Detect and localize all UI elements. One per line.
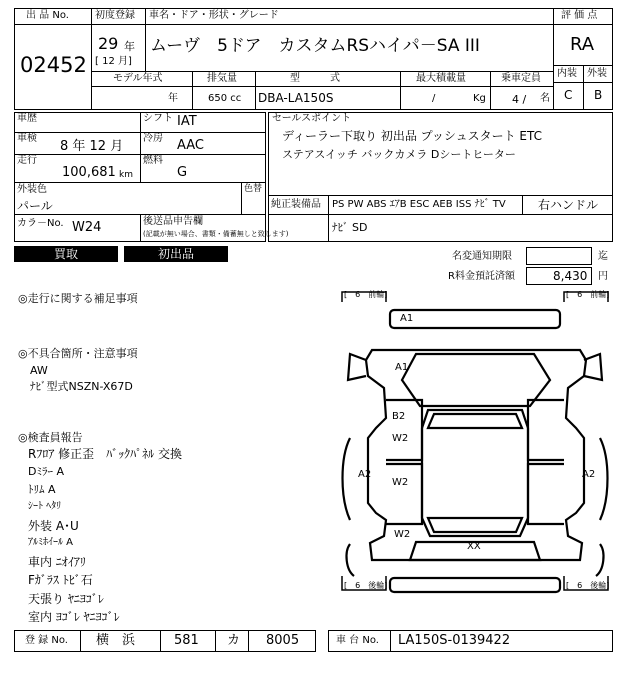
mark-rear: XX <box>467 541 481 552</box>
score-label: 評 価 点 <box>561 10 598 21</box>
registration-class: 581 <box>174 633 199 648</box>
mark-fender-left: A2 <box>358 469 372 480</box>
door-fl <box>386 400 422 460</box>
aftermarket-label: 後送品申告欄 <box>143 216 203 227</box>
reg-v2 <box>160 630 161 652</box>
vehicle-label: 車名・ドア・形状・グレード <box>149 10 279 21</box>
equip-v2 <box>522 195 523 214</box>
specs-v3 <box>400 71 401 110</box>
shift-value: IAT <box>177 114 197 129</box>
registration-label: 登 録 No. <box>25 635 68 646</box>
exterior-label: 外装 <box>587 68 607 79</box>
shift-label: シフト <box>143 113 173 124</box>
name-change-unit: 迄 <box>598 251 608 262</box>
inspector-line-8: Fｶﾞﾗｽ ﾄﾋﾞ石 <box>28 573 93 587</box>
specs-v4 <box>490 71 491 110</box>
mark-roof: B2 <box>392 411 406 422</box>
car-diagram-svg <box>336 288 614 628</box>
recycle-unit: 円 <box>598 271 608 282</box>
capacity-unit: 名 <box>540 93 550 104</box>
ac-value: AAC <box>177 138 204 153</box>
reg-year-label: 初度登録 <box>95 10 135 21</box>
sales-line-1: ディーラー下取り 初出品 プッシュスタート ETC <box>282 129 542 143</box>
tire-rl-label: [ 6 後輪] <box>344 581 388 590</box>
aftermarket-note: (記載が無い場合、書類・備蓄無しと致します) <box>143 230 289 238</box>
interior-label: 内装 <box>557 68 577 79</box>
chassis-value: LA150S-0139422 <box>398 633 511 648</box>
fuel-value: G <box>177 165 188 180</box>
front-bumper <box>390 310 560 328</box>
inspection-value: 8 年 12 月 <box>60 139 124 154</box>
reg-month: [ 12 月] <box>95 56 132 67</box>
lot-number: 02452 <box>20 53 87 77</box>
inspection-label: 車検 <box>17 133 37 144</box>
reg-v4 <box>248 630 249 652</box>
windshield <box>428 414 522 428</box>
car-diagram <box>336 288 614 628</box>
model-year-label: モデル年式 <box>113 73 163 84</box>
defect-line-1: AW <box>30 364 48 377</box>
tire-fr-label: [ 6 前輪] <box>566 290 610 299</box>
max-load-label: 最大積載量 <box>416 73 466 84</box>
equip-v1 <box>328 195 329 214</box>
aftermarket-value: ﾅﾋﾞ SD <box>332 221 368 234</box>
rear-wheel-right <box>596 544 603 576</box>
color-change-label: 色替 <box>244 184 263 194</box>
mileage-value: 100,681 <box>62 165 116 180</box>
hl-2 <box>14 154 266 155</box>
defect-title: ◎不具合箇所・注意事項 <box>18 347 138 360</box>
chassis-v <box>390 630 391 652</box>
reg-v1 <box>80 630 81 652</box>
inspector-line-1: Rﾌﾛｱ 修正歪 ﾊﾞｯｸﾊﾟﾈﾙ 交換 <box>28 447 182 461</box>
inspector-line-10: 室内 ﾖｺﾞﾚ ﾔﾆﾖｺﾞﾚ <box>28 610 120 624</box>
fuel-label: 燃料 <box>143 155 163 166</box>
mirror-left <box>348 354 366 380</box>
displacement-label: 排気量 <box>207 73 237 84</box>
max-load-value: / <box>432 93 436 104</box>
first-listing-bar: 初出品 <box>124 246 228 262</box>
inspector-line-9: 天張り ﾔﾆﾖｺﾞﾚ <box>28 592 104 606</box>
ac-label: 冷房 <box>143 133 163 144</box>
score-vsplit <box>583 65 584 110</box>
hood <box>402 354 550 406</box>
ext-color-value: パール <box>17 199 53 213</box>
tire-rr-label: [ 6 後輪] <box>566 581 610 590</box>
specs-v2 <box>255 71 256 110</box>
door-rl <box>386 464 422 524</box>
buy-bar: 買取 <box>14 246 118 262</box>
ext-color-label: 外装色 <box>17 184 47 195</box>
max-load-unit: Kg <box>473 93 486 104</box>
name-change-label: 名変通知期限 <box>452 251 512 262</box>
mileage-label: 走行 <box>17 155 37 166</box>
score-divider-3 <box>553 82 613 83</box>
sales-label: セールスポイント <box>272 113 352 124</box>
inspector-line-4: ｼｰﾄ ﾍﾀﾘ <box>28 501 62 512</box>
reg-year-value: 29 <box>98 34 119 53</box>
equip-v3 <box>328 214 329 242</box>
mark-door-fl: W2 <box>392 433 409 444</box>
mark-fender-right: A2 <box>582 469 596 480</box>
recycle-label: R料金預託済額 <box>448 271 515 282</box>
capacity-value: 4 / <box>512 93 527 106</box>
lot-label: 出 品 No. <box>26 10 69 21</box>
inspector-title: ◎検査員報告 <box>18 431 83 444</box>
color-no-value: W24 <box>72 220 102 235</box>
vehicle-name: ムーヴ 5ドア カスタムRSハイパ－SA III <box>150 36 480 56</box>
registration-area: 横 浜 <box>96 633 136 648</box>
score-value: RA <box>570 34 595 55</box>
inspector-line-6: ｱﾙﾐﾎｲｰﾙ A <box>28 537 74 548</box>
mark-door-rl: W2 <box>392 477 409 488</box>
mileage-unit: km <box>119 170 133 180</box>
specs-v1 <box>192 71 193 110</box>
displacement-value: 650 cc <box>208 93 242 104</box>
recycle-value: 8,430 <box>553 269 588 283</box>
door-fr <box>528 400 564 460</box>
reg-year-unit: 年 <box>124 40 135 53</box>
history-v <box>140 112 141 182</box>
capacity-label: 乗車定員 <box>501 73 541 84</box>
exterior-score: B <box>594 88 603 102</box>
mark-bumper-front: A1 <box>400 313 414 324</box>
mirror-right <box>584 354 602 380</box>
reg-v3 <box>215 630 216 652</box>
mark-hood-left: A1 <box>395 362 409 373</box>
specs-divider <box>91 86 554 87</box>
chassis-label: 車 台 No. <box>336 635 379 646</box>
inspector-line-2: Dﾐﾗｰ A <box>28 465 64 478</box>
type-label: 型 式 <box>290 73 340 84</box>
interior-score: C <box>564 88 573 102</box>
inspector-line-7: 車内 ﾆｵｲｱﾘ <box>28 555 86 569</box>
model-year-unit: 年 <box>168 93 178 104</box>
registration-number: 8005 <box>266 633 300 648</box>
type-value: DBA-LA150S <box>258 91 334 105</box>
inspector-line-3: ﾄﾘﾑ A <box>28 483 56 496</box>
hl-1 <box>14 132 266 133</box>
tire-fl-label: [ 6 前輪] <box>344 290 388 299</box>
mark-quarter-left: W2 <box>394 529 411 540</box>
inspector-line-5: 外装 A･U <box>28 519 79 533</box>
rear-bumper <box>390 578 560 592</box>
aftermarket-v <box>140 214 141 242</box>
history-label: 車歴 <box>17 113 37 124</box>
registration-kana: カ <box>227 633 241 648</box>
door-rr <box>528 464 564 524</box>
equipment-label: 純正装備品 <box>271 199 321 210</box>
hl-3 <box>14 182 266 183</box>
wheel-left <box>343 438 351 520</box>
score-divider <box>553 24 613 25</box>
sales-line-2: ステアスイッチ バックカメラ Dシートヒーター <box>282 148 516 161</box>
rear-window <box>428 518 522 532</box>
equip-h <box>268 214 613 215</box>
equipment-value: PS PW ABS ｴｱB ESC AEB ISS ﾅﾋﾞ TV <box>332 199 506 210</box>
rear-wheel-left <box>347 544 354 576</box>
driving-remarks-title: ◎走行に関する補足事項 <box>18 292 138 305</box>
handle-value: 右ハンドル <box>538 198 599 212</box>
name-change-box <box>526 247 592 265</box>
wheel-right <box>600 438 608 520</box>
color-no-label: カラ－No. <box>17 218 64 229</box>
defect-line-2: ﾅﾋﾞ型式NSZN-X67D <box>30 380 133 393</box>
color-change-v <box>241 182 242 214</box>
